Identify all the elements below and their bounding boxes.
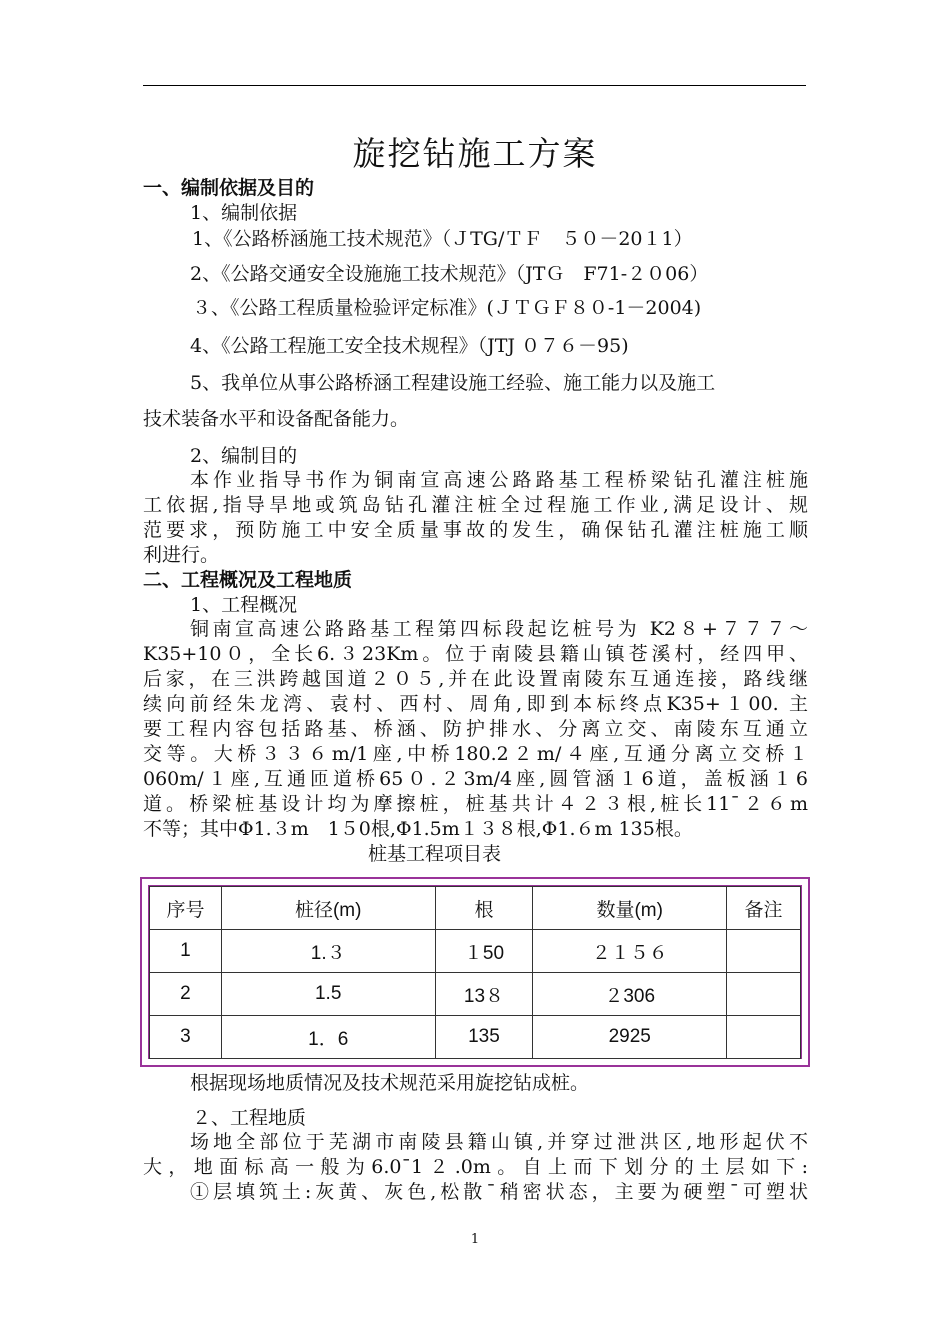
- table-cell: 1．6: [221, 1016, 435, 1059]
- reference-item: 5、我单位从事公路桥涵工程建设施工经验、施工能力以及施工: [190, 372, 716, 394]
- paragraph-line: 范要求，预防施工中安全质量事故的发生，确保钻孔灌注桩施工顺: [143, 519, 808, 541]
- paragraph-line: 交等。大桥３３６m/1座,中桥180.2２m/４座,互通分离立交桥１: [143, 743, 808, 765]
- paragraph-line: ①层填筑土:灰黄、灰色,松散¯稍密状态，主要为硬塑¯可塑状: [190, 1181, 808, 1203]
- table-cell: 13８: [435, 973, 533, 1016]
- paragraph-line: 场地全部位于芜湖市南陵县籍山镇,并穿过泄洪区,地形起伏不: [190, 1131, 808, 1153]
- table-cell: 135: [435, 1016, 533, 1059]
- paragraph-line: 060m/１座,互通匝道桥65０.２3m/4座,圆管涵１6道，盖板涵１6: [143, 768, 808, 790]
- table-header-cell: 数量(m): [533, 887, 727, 930]
- reference-item: 1、《公路桥涵施工技术规范》（ＪTG/ＴＦ ５０－20１1）: [192, 228, 693, 250]
- table-cell: [727, 973, 801, 1016]
- table-cell: 1: [150, 930, 222, 973]
- table-caption: 桩基工程项目表: [368, 843, 502, 865]
- section-heading-overview: 二、工程概况及工程地质: [143, 569, 353, 591]
- paragraph-line: 大，地面标高一般为6.0¯1２.0m。自上而下划分的土层如下:: [143, 1156, 808, 1178]
- header-rule: [143, 85, 806, 86]
- subheading-purpose: 2、编制目的: [190, 445, 298, 467]
- paragraph-line: 不等；其中Φ1.３m 1５0根,Φ1.5m１３８根,Φ1.６m 135根。: [143, 818, 693, 840]
- table-header-cell: 根: [435, 887, 533, 930]
- purpose-paragraph: [143, 468, 808, 568]
- paragraph-line: 工依据,指导旱地或筑岛钻孔灌注桩全过程施工作业,满足设计、规: [143, 494, 808, 516]
- paragraph-line: 道。桥梁桩基设计均为摩擦桩，桩基共计４２３根,桩长11¯２６m: [143, 793, 808, 815]
- paragraph-line: 要工程内容包括路基、桥涵、防护排水、分离立交、南陵东互通立: [143, 718, 808, 740]
- page-number: 1: [470, 1232, 480, 1247]
- table-cell: 1.5: [221, 973, 435, 1016]
- reference-item-continued: 技术装备水平和设备配备能力。: [143, 408, 410, 430]
- paragraph-line: K35+10０，全长6.３23Km。位于南陵县籍山镇苍溪村，经四甲、: [143, 643, 808, 665]
- paragraph-line: 后家，在三洪跨越国道２０５,并在此设置南陵东互通连接，路线继: [143, 668, 808, 690]
- reference-item: ３、《公路工程质量检验评定标准》(ＪＴＧＦ８０-1－2004): [192, 297, 702, 319]
- table-cell: 2: [150, 973, 222, 1016]
- table-cell: 3: [150, 1016, 222, 1059]
- paragraph-line: 续向前经朱龙湾、袁村、西村、周角,即到本标终点K35+１00. 主: [143, 693, 808, 715]
- table-cell: [727, 930, 801, 973]
- table-cell: 2925: [533, 1016, 727, 1059]
- table-header-row: [150, 887, 801, 930]
- geology-paragraph: [143, 1130, 808, 1205]
- table-cell: ２306: [533, 973, 727, 1016]
- table-cell: ２１５６: [533, 930, 727, 973]
- subheading-geology: ２、工程地质: [192, 1107, 307, 1129]
- paragraph-line: 本作业指导书作为铜南宣高速公路路基工程桥梁钻孔灌注桩施: [190, 469, 808, 491]
- document-title: 旋挖钻施工方案: [352, 134, 598, 173]
- table-cell: [727, 1016, 801, 1059]
- reference-item: 2、《公路交通安全设施施工技术规范》（JTＧ F71-２０06）: [190, 263, 709, 285]
- section-heading-basis: 一、编制依据及目的: [143, 177, 315, 199]
- table-header-cell: 序号: [150, 887, 222, 930]
- table-row: [150, 973, 801, 1016]
- table-row: [150, 930, 801, 973]
- table-row: [150, 1016, 801, 1059]
- table-header-cell: 备注: [727, 887, 801, 930]
- table-cell: 1.３: [221, 930, 435, 973]
- table-cell: １50: [435, 930, 533, 973]
- subheading-overview: 1、工程概况: [190, 594, 298, 616]
- reference-item: 4、《公路工程施工安全技术规程》（JTJ ０７６－95): [190, 335, 629, 357]
- subheading-basis: 1、编制依据: [190, 202, 298, 224]
- overview-paragraph: [143, 617, 808, 842]
- paragraph-line: 铜南宣高速公路路基工程第四标段起讫桩号为 K2８+７７７～: [190, 618, 808, 640]
- paragraph-line: 利进行。: [143, 544, 220, 566]
- pile-table: [149, 886, 801, 1059]
- table-header-cell: 桩径(m): [221, 887, 435, 930]
- table-note: 根据现场地质情况及技术规范采用旋挖钻成桩。: [190, 1072, 590, 1094]
